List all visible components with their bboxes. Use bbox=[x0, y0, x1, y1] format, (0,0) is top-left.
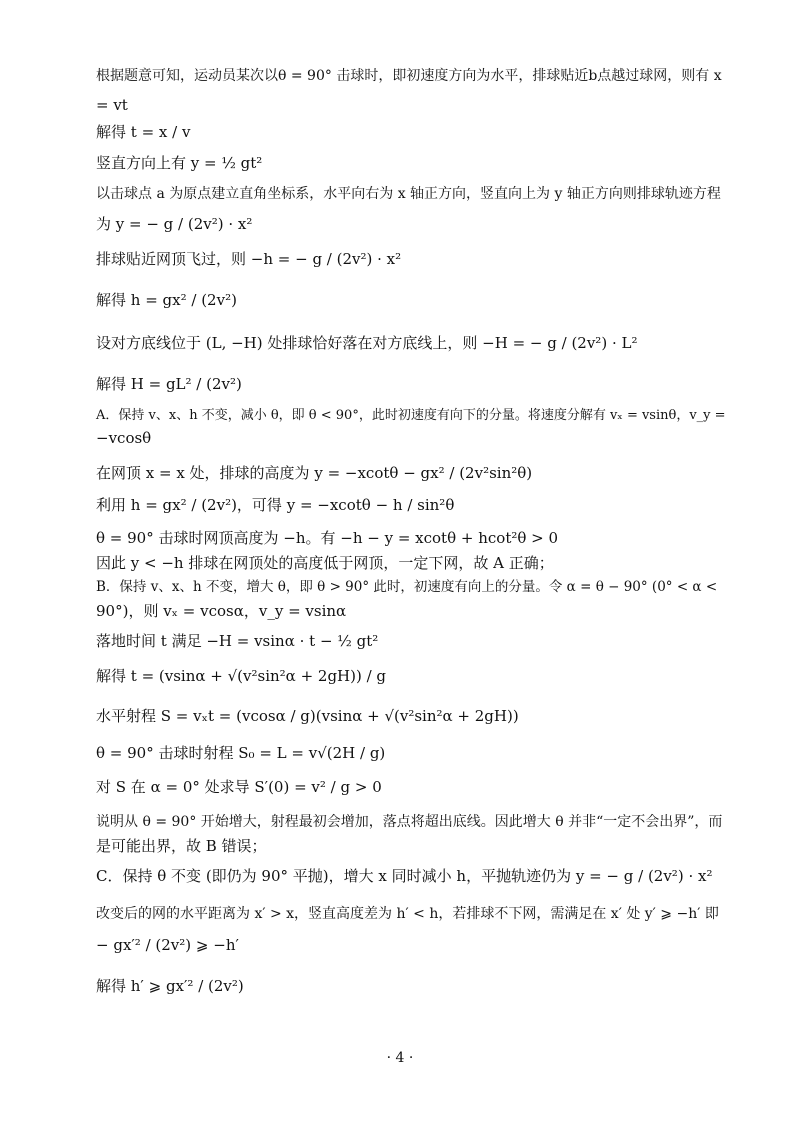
text-line: 解得 h′ ⩾ gx′² / (2v²) bbox=[96, 977, 244, 995]
text-line: 解得 t = x / v bbox=[96, 123, 191, 141]
text-line: 水平射程 S = vₓt = (vcosα / g)(vsinα + √(v²sin²α + 2gH)) bbox=[96, 707, 519, 725]
text-line: θ = 90° 击球时网顶高度为 −h。有 −h − y = xcotθ + hcot²θ > 0 bbox=[96, 529, 559, 547]
text-line: 在网顶 x = x 处，排球的高度为 y = −xcotθ − gx² / (2v²sin²θ) bbox=[96, 464, 533, 482]
text-line: θ = 90° 击球时射程 S₀ = L = v√(2H / g) bbox=[96, 744, 386, 762]
text-line: 改变后的网的水平距离为 x′ > x，竖直高度差为 h′ < h，若排球不下网，需满足在 x′ 处 y′ ⩾ −h′ 即 bbox=[96, 906, 719, 922]
text-line: C．保持 θ 不变 (即仍为 90° 平抛)，增大 x 同时减小 h，平抛轨迹仍为 y = − g / (2v²) · x² bbox=[96, 867, 713, 885]
text-line: B．保持 v、x、h 不变，增大 θ，即 θ > 90° 此时，初速度有向上的分量。令 α = θ − 90° (0° < α < bbox=[96, 579, 718, 595]
text-line: 设对方底线位于 (L, −H) 处排球恰好落在对方底线上，则 −H = − g / (2v²) · L² bbox=[96, 334, 638, 352]
text-line: 因此 y < −h 排球在网顶处的高度低于网顶，一定下网，故 A 正确； bbox=[96, 554, 554, 572]
text-line: 以击球点 a 为原点建立直角坐标系，水平向右为 x 轴正方向，竖直向上为 y 轴正方向则排球轨迹方程 bbox=[96, 186, 721, 202]
text-line: 落地时间 t 满足 −H = vsinα · t − ½ gt² bbox=[96, 632, 379, 650]
text-line: 排球贴近网顶飞过，则 −h = − g / (2v²) · x² bbox=[96, 250, 402, 268]
text-line: 根据题意可知，运动员某次以θ = 90° 击球时，即初速度方向为水平，排球贴近b点越过球网，则有 x bbox=[96, 68, 722, 84]
text-line: 对 S 在 α = 0° 处求导 S′(0) = v² / g > 0 bbox=[96, 778, 382, 796]
text-line: 利用 h = gx² / (2v²)，可得 y = −xcotθ − h / sin²θ bbox=[96, 496, 455, 514]
page-number: · 4 · bbox=[386, 1050, 414, 1066]
text-line: = vt bbox=[96, 96, 128, 114]
text-line: 为 y = − g / (2v²) · x² bbox=[96, 215, 253, 233]
text-line: − gx′² / (2v²) ⩾ −h′ bbox=[96, 936, 239, 954]
text-line: 解得 t = (vsinα + √(v²sin²α + 2gH)) / g bbox=[96, 667, 387, 685]
text-line: 是可能出界，故 B 错误； bbox=[96, 837, 267, 855]
text-line: 说明从 θ = 90° 开始增大，射程最初会增加，落点将超出底线。因此增大 θ 并非“一定不会出界”，而 bbox=[96, 814, 723, 830]
text-line: 解得 H = gL² / (2v²) bbox=[96, 375, 242, 393]
text-line: A．保持 v、x、h 不变，减小 θ，即 θ < 90°，此时初速度有向下的分量。将速度分解有 vₓ = vsinθ，v_y = bbox=[96, 408, 726, 423]
text-line: −vcosθ bbox=[96, 429, 152, 447]
text-line: 解得 h = gx² / (2v²) bbox=[96, 291, 237, 309]
text-line: 竖直方向上有 y = ½ gt² bbox=[96, 154, 263, 172]
text-line: 90°)，则 vₓ = vcosα，v_y = vsinα bbox=[96, 602, 347, 620]
